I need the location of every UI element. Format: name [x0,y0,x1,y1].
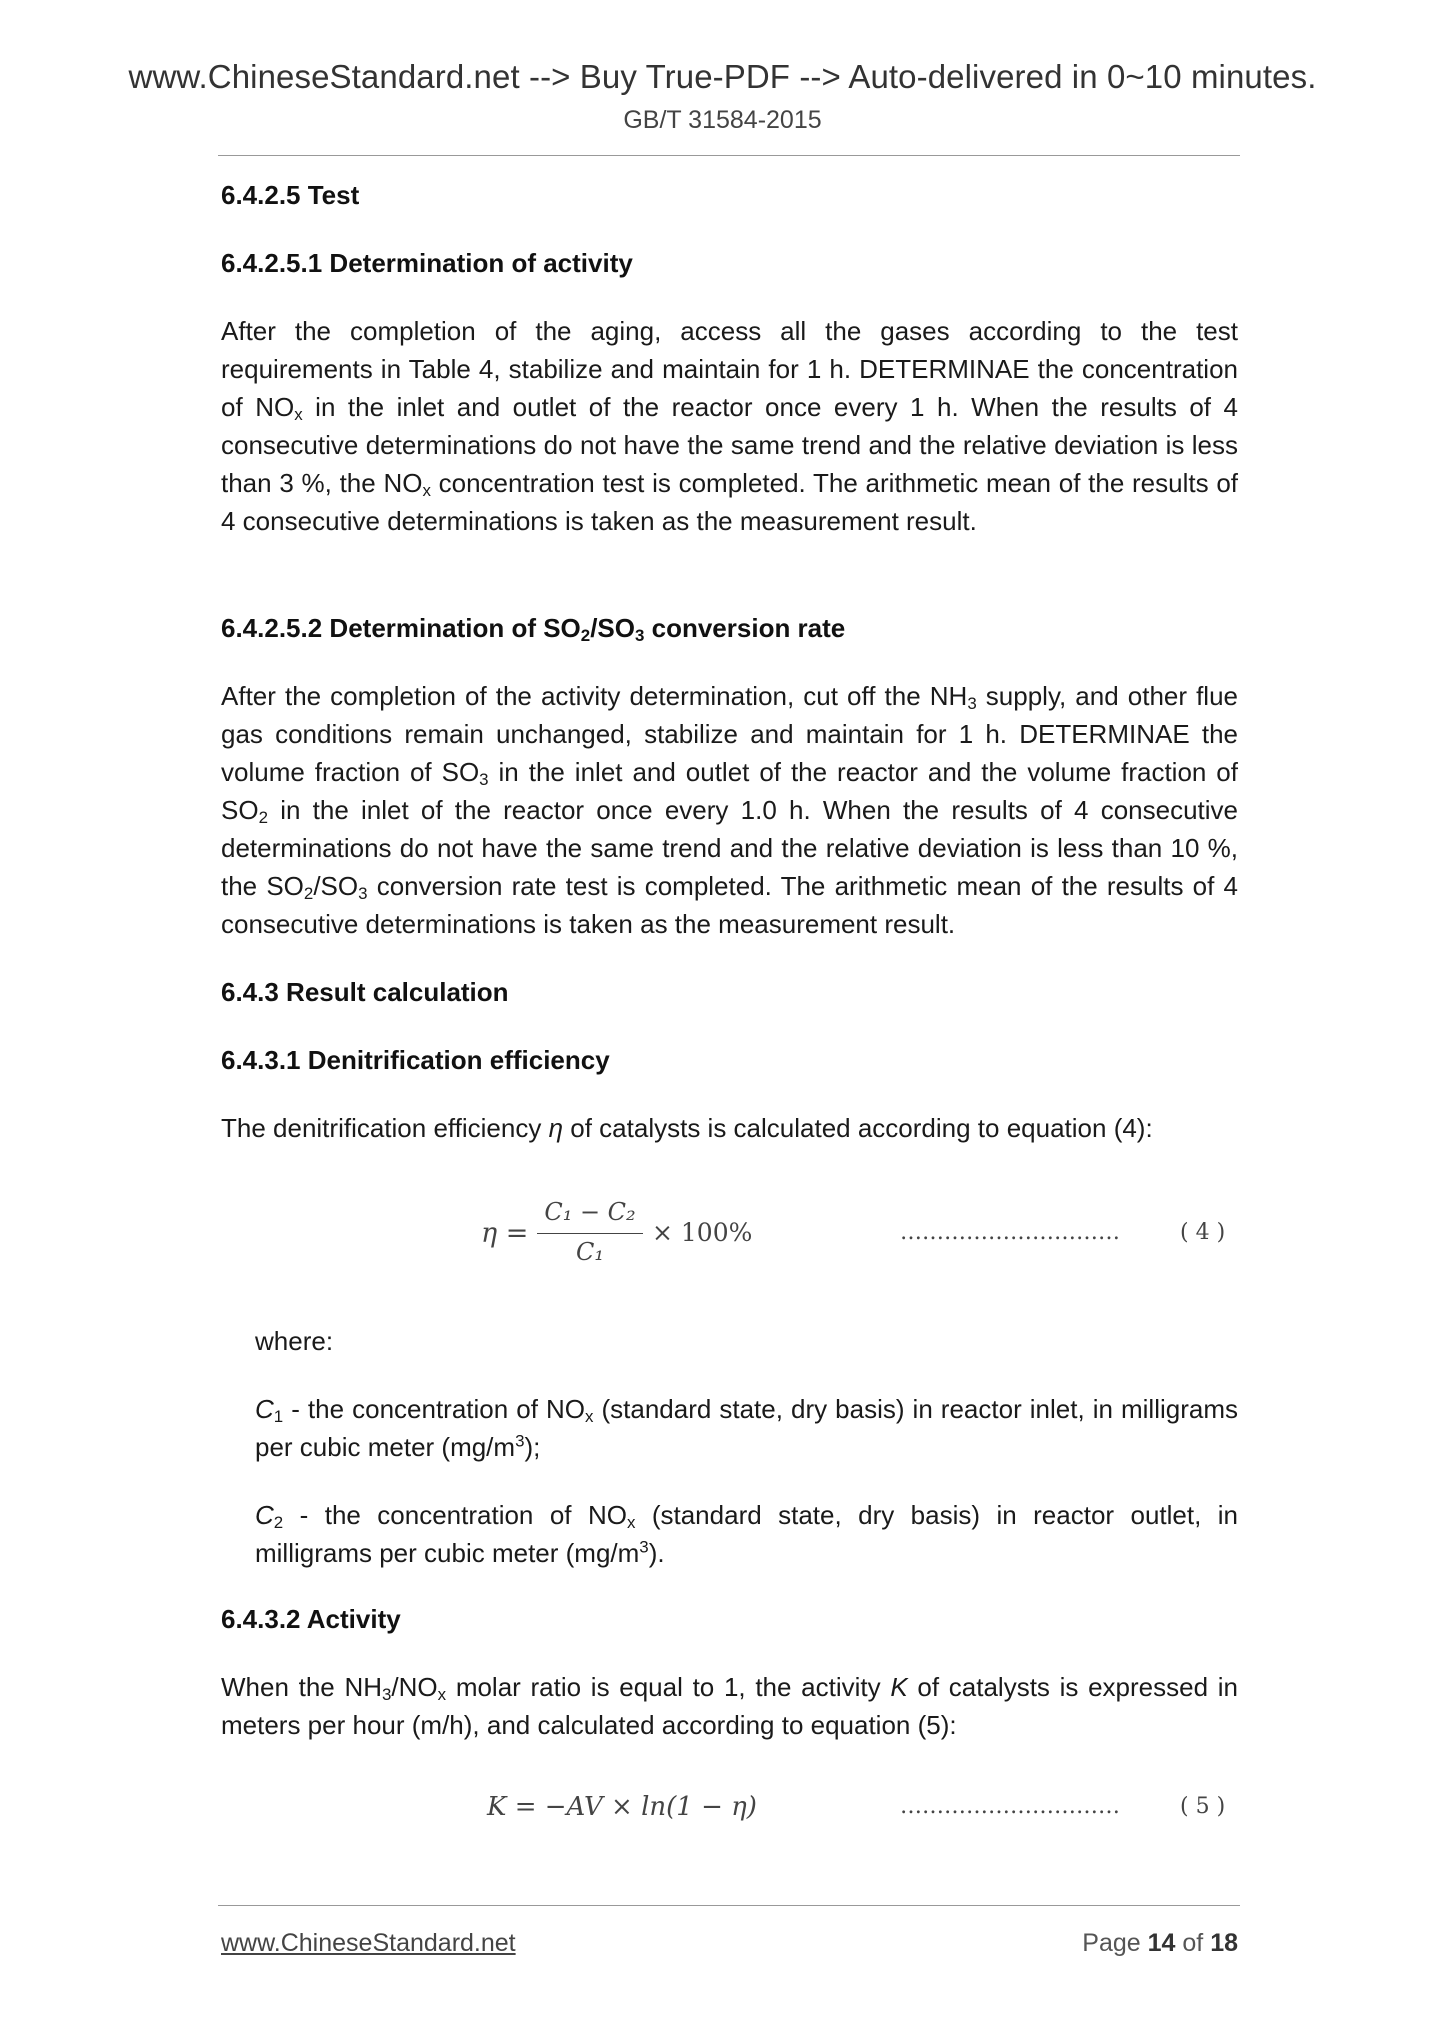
banner-text: www.ChineseStandard.net --> Buy True-PDF --> Auto-delivered in 0~10 minutes. [128,58,1317,95]
footer-site-link[interactable]: www.ChineseStandard.net [221,1929,516,1957]
paragraph-activity-calc: When the $NH_3/NO_x$ molar ratio is equal to 1, the activity K of catalysts is expressed in meters per hour (m/h), and calculated according to equation (5): [221,1672,1238,1740]
equation-5-number: ( 5 ) [1180,1794,1226,1819]
header-divider [218,155,1240,156]
page-indicator: Page 14 of 18 [1082,1929,1238,1957]
paragraph-activity: After the completion of the aging, access all the gases according to the test requirements in Table 4, stabilize and maintain for 1 h. DETERMINAE the concentration of $NO_x$ in the inlet and outlet of the reactor once every 1 h. When the results of 4 consecutive determinations do not have the same trend and the relative deviation is less than 3 %, the $NO_x$ concentration test is completed. The arithmetic mean of the results of 4 consecutive determinations is taken as the measurement result. [221,316,1238,536]
equation-4-lhs: η = [481,1218,529,1249]
definition-c2: $C_2$ - the concentration of $NO_x$ (standard state, dry basis) in reactor outlet, in milligrams per cubic meter $(mg/m^3)$. [255,1500,1238,1568]
equation-5-expression: K = −AV × ln(1 − η) [487,1792,757,1822]
heading-6-4-2-5-2: 6.4.2.5.2 Determination of $SO_2/SO_3$ conversion rate [221,613,846,646]
paragraph-efficiency-intro: The denitrification efficiency η of catalysts is calculated according to equation (4): [221,1113,1153,1143]
heading-6-4-2-5: 6.4.2.5 Test [221,180,360,210]
equation-4-numerator: C₁ − C₂ [544,1198,636,1226]
equation-4-denominator: C₁ [576,1238,604,1266]
heading-6-4-2-5-1: 6.4.2.5.1 Determination of activity [221,248,633,278]
equation-4-number: ( 4 ) [1180,1220,1226,1245]
footer-divider [218,1905,1240,1906]
heading-6-4-3: 6.4.3 Result calculation [221,977,509,1007]
heading-6-4-3-1: 6.4.3.1 Denitrification efficiency [221,1045,610,1075]
where-label: where: [255,1326,334,1356]
equation-5-leader: ………………………… [900,1794,1120,1819]
equation-4-tail: × 100% [652,1218,753,1247]
paragraph-conversion: After the completion of the activity determination, cut off the $NH_3$ supply, and other flue gas conditions remain unchanged, stabilize and maintain for 1 h. DETERMINAE the volume fraction of $SO_3$ in the inlet and outlet of the reactor and the volume fraction of $SO_2$ in the inlet of the reactor once every 1.0 h. When the results of 4 consecutive determinations do not have the same trend and the relative deviation is less than 10 %, the $SO_2/SO_3$ conversion rate test is completed. The arithmetic mean of the results of 4 consecutive determinations is taken as the measurement result. [221,681,1239,939]
equation-4-leader: ………………………… [900,1220,1120,1245]
definition-c1: $C_1$ - the concentration of $NO_x$ (standard state, dry basis) in reactor inlet, in milligrams per cubic meter $(mg/m^3)$; [255,1394,1238,1462]
document-number: GB/T 31584-2015 [623,106,822,134]
equation-4-fraction-bar [537,1233,643,1234]
heading-6-4-3-2: 6.4.3.2 Activity [221,1604,401,1634]
